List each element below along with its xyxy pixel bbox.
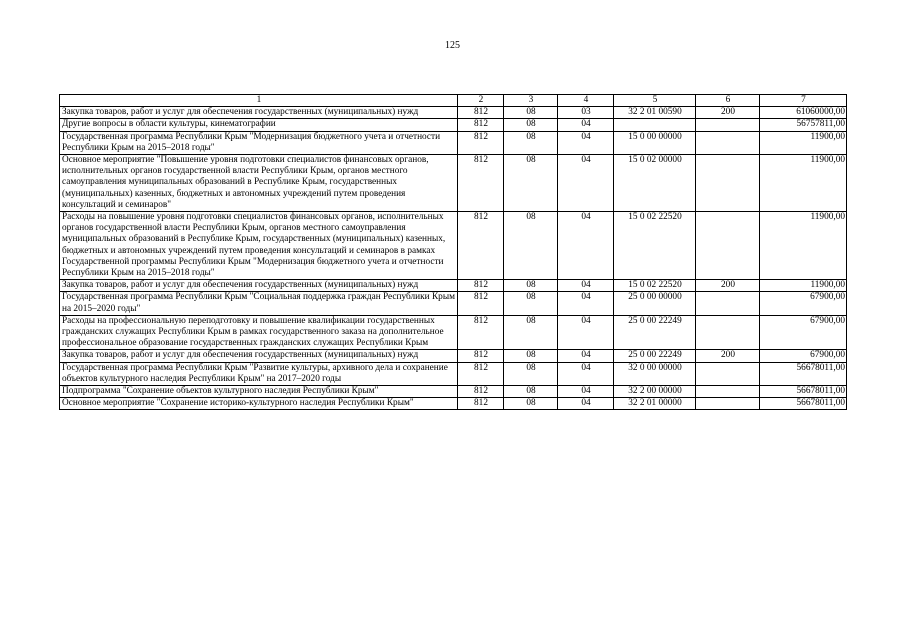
- row-name: Подпрограмма "Сохранение объектов культурного наследия Республики Крым": [60, 386, 458, 398]
- row-pr: 03: [558, 107, 614, 119]
- row-rz: 08: [504, 280, 558, 292]
- row-vr: 200: [696, 280, 760, 292]
- table-row: [60, 362, 847, 385]
- row-pr: 04: [558, 362, 614, 385]
- row-rz: 08: [504, 350, 558, 362]
- row-ved: 812: [458, 315, 504, 350]
- table-row: [60, 155, 847, 212]
- row-sum: 11900,00: [760, 155, 847, 212]
- header-cell-3: 3: [504, 95, 558, 107]
- row-sum: 56757811,00: [760, 119, 847, 131]
- row-ved: 812: [458, 398, 504, 410]
- header-cell-6: 6: [696, 95, 760, 107]
- row-rz: 08: [504, 398, 558, 410]
- row-csr: 32 2 01 00000: [614, 398, 696, 410]
- table-row: [60, 280, 847, 292]
- row-ved: 812: [458, 350, 504, 362]
- header-cell-1: 1: [60, 95, 458, 107]
- table-row: [60, 131, 847, 154]
- row-sum: 67900,00: [760, 350, 847, 362]
- row-ved: 812: [458, 292, 504, 315]
- table-row: [60, 386, 847, 398]
- row-sum: 56678011,00: [760, 386, 847, 398]
- row-sum: 56678011,00: [760, 398, 847, 410]
- row-name: Другие вопросы в области культуры, кинематографии: [60, 119, 458, 131]
- row-rz: 08: [504, 315, 558, 350]
- row-vr: [696, 212, 760, 280]
- row-vr: 200: [696, 107, 760, 119]
- row-ved: 812: [458, 362, 504, 385]
- row-ved: 812: [458, 155, 504, 212]
- row-name: Закупка товаров, работ и услуг для обеспечения государственных (муниципальных) нужд: [60, 280, 458, 292]
- row-sum: 11900,00: [760, 280, 847, 292]
- row-rz: 08: [504, 362, 558, 385]
- row-csr: 15 0 02 22520: [614, 212, 696, 280]
- row-csr: 15 0 02 00000: [614, 155, 696, 212]
- header-cell-4: 4: [558, 95, 614, 107]
- row-csr: 25 0 00 22249: [614, 315, 696, 350]
- row-ved: 812: [458, 386, 504, 398]
- row-sum: 11900,00: [760, 212, 847, 280]
- row-pr: 04: [558, 350, 614, 362]
- page-number: 125: [445, 40, 460, 51]
- budget-table: [59, 94, 847, 410]
- row-ved: 812: [458, 280, 504, 292]
- row-pr: 04: [558, 315, 614, 350]
- row-name: Государственная программа Республики Крым "Социальная поддержка граждан Республики Крым на 2015–2020 годы": [60, 292, 458, 315]
- row-csr: 25 0 00 22249: [614, 350, 696, 362]
- row-pr: 04: [558, 280, 614, 292]
- row-name: Основное мероприятие "Повышение уровня подготовки специалистов финансовых органов, исполнительных органов государственной власти Республики Крым, органов местного самоуправления муниципальных образований в Республике Крым, государственных (муниципальных) казенных, бюджетных и автономных учреждений путем проведения консультаций и семинаров": [60, 155, 458, 212]
- row-vr: [696, 131, 760, 154]
- row-name: Государственная программа Республики Крым "Модернизация бюджетного учета и отчетности Республики Крым на 2015–2018 годы": [60, 131, 458, 154]
- row-csr: 15 0 00 00000: [614, 131, 696, 154]
- row-sum: 67900,00: [760, 292, 847, 315]
- row-sum: 67900,00: [760, 315, 847, 350]
- header-row: [60, 95, 847, 107]
- row-vr: [696, 398, 760, 410]
- row-pr: 04: [558, 386, 614, 398]
- row-csr: [614, 119, 696, 131]
- row-name: Расходы на профессиональную переподготовку и повышение квалификации государственных гражданских служащих Республики Крым в рамках государственного заказа на дополнительное профессиональное образование государственных гражданских служащих Республики Крым: [60, 315, 458, 350]
- row-csr: 32 0 00 00000: [614, 362, 696, 385]
- row-pr: 04: [558, 212, 614, 280]
- row-rz: 08: [504, 292, 558, 315]
- table-body: [60, 107, 847, 410]
- table-header: [60, 95, 847, 107]
- table-row: [60, 212, 847, 280]
- row-rz: 08: [504, 386, 558, 398]
- row-vr: 200: [696, 350, 760, 362]
- table-row: [60, 398, 847, 410]
- table-row: [60, 350, 847, 362]
- row-rz: 08: [504, 107, 558, 119]
- row-ved: 812: [458, 212, 504, 280]
- row-pr: 04: [558, 155, 614, 212]
- table-row: [60, 315, 847, 350]
- row-csr: 15 0 02 22520: [614, 280, 696, 292]
- row-pr: 04: [558, 119, 614, 131]
- row-rz: 08: [504, 131, 558, 154]
- table-row: [60, 119, 847, 131]
- row-csr: 25 0 00 00000: [614, 292, 696, 315]
- row-vr: [696, 386, 760, 398]
- row-sum: 56678011,00: [760, 362, 847, 385]
- row-vr: [696, 362, 760, 385]
- header-cell-2: 2: [458, 95, 504, 107]
- row-vr: [696, 119, 760, 131]
- row-csr: 32 2 00 00000: [614, 386, 696, 398]
- row-name: Расходы на повышение уровня подготовки специалистов финансовых органов, исполнительных органов государственной власти Республики Крым, органов местного самоуправления муниципальных образований в Республике Крым, государственных (муниципальных) казенных, бюджетных и автономных учреждений путем проведения консультаций и семинаров в рамках Государственной программы Республики Крым "Модернизация бюджетного учета и отчетности Республики Крым на 2015–2018 годы": [60, 212, 458, 280]
- table-row: [60, 292, 847, 315]
- row-name: Закупка товаров, работ и услуг для обеспечения государственных (муниципальных) нужд: [60, 350, 458, 362]
- row-name: Закупка товаров, работ и услуг для обеспечения государственных (муниципальных) нужд: [60, 107, 458, 119]
- row-pr: 04: [558, 131, 614, 154]
- row-rz: 08: [504, 155, 558, 212]
- row-vr: [696, 155, 760, 212]
- header-cell-5: 5: [614, 95, 696, 107]
- row-csr: 32 2 01 00590: [614, 107, 696, 119]
- row-name: Государственная программа Республики Крым "Развитие культуры, архивного дела и сохранение объектов культурного наследия Республики Крым" на 2017–2020 годы: [60, 362, 458, 385]
- table-row: [60, 107, 847, 119]
- row-pr: 04: [558, 292, 614, 315]
- row-sum: 61060000,00: [760, 107, 847, 119]
- row-ved: 812: [458, 107, 504, 119]
- row-ved: 812: [458, 131, 504, 154]
- row-ved: 812: [458, 119, 504, 131]
- row-pr: 04: [558, 398, 614, 410]
- row-vr: [696, 292, 760, 315]
- header-cell-7: 7: [760, 95, 847, 107]
- row-sum: 11900,00: [760, 131, 847, 154]
- row-rz: 08: [504, 119, 558, 131]
- row-name: Основное мероприятие "Сохранение историко-культурного наследия Республики Крым": [60, 398, 458, 410]
- row-vr: [696, 315, 760, 350]
- row-rz: 08: [504, 212, 558, 280]
